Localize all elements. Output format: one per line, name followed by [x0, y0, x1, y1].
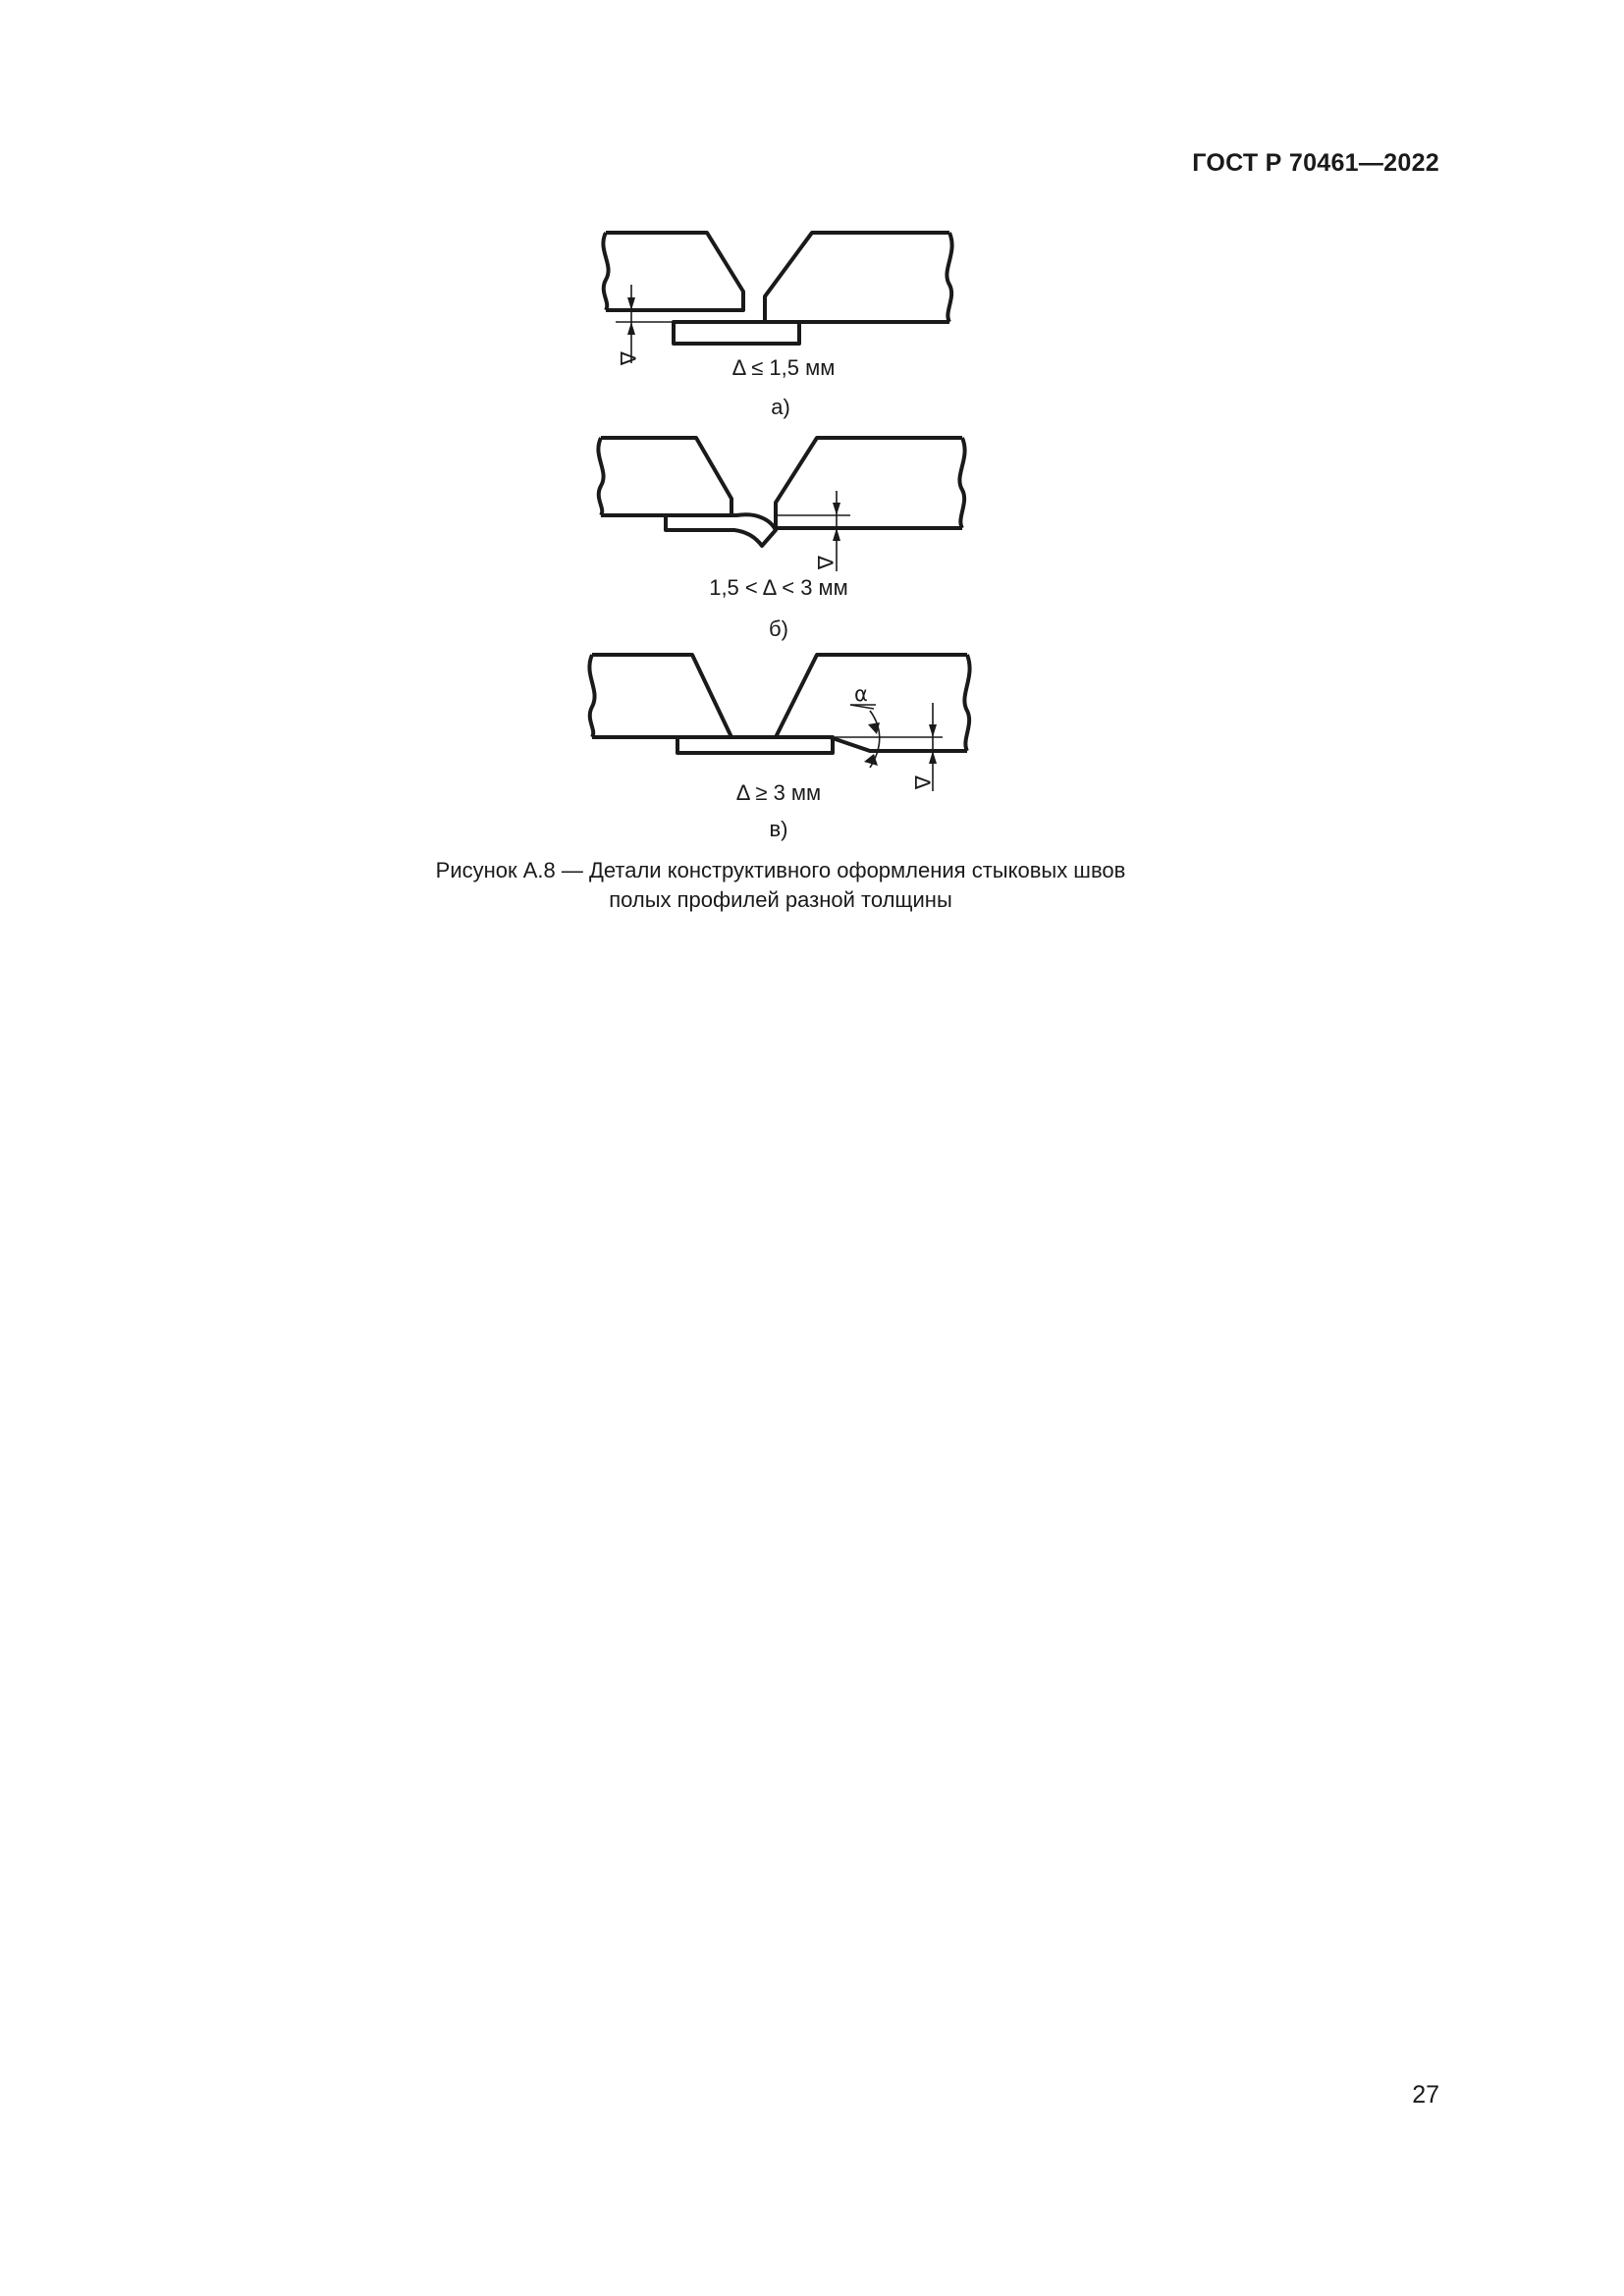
figure-a-dim-symbol: Δ [616, 351, 639, 366]
figure-caption [0, 856, 1561, 915]
figure-a-condition: Δ ≤ 1,5 мм [731, 355, 836, 380]
figure-v-label: в) [769, 817, 788, 841]
figure-a-right-break [947, 233, 951, 322]
figure-a-label: а) [771, 395, 790, 419]
figure-b-condition: 1,5 < Δ < 3 мм [709, 575, 848, 600]
figure-v-left-break [589, 655, 594, 737]
figure-v-dim-symbol: Δ [910, 775, 934, 790]
document-code: ГОСТ Р 70461—2022 [1192, 149, 1439, 177]
figure-a-right-plate [765, 233, 949, 322]
page-number: 27 [1412, 2081, 1439, 2109]
figure-a-backing-strip [674, 322, 799, 344]
figure-v-backing-strip [677, 737, 833, 753]
figure-b-label: б) [769, 616, 788, 641]
figure-b-drawing [598, 438, 964, 571]
figure-caption-line-1: Рисунок А.8 — Детали конструктивного оформления стыковых швов [435, 858, 1126, 882]
figure-caption-line-2: полых профилей разной толщины [609, 887, 952, 912]
weld-joint-drawings [0, 0, 1624, 883]
figure-v-right-break [964, 655, 969, 751]
figure-b-left-plate [601, 438, 731, 515]
figure-v-angle-symbol: α [854, 682, 868, 706]
figure-a-left-break [603, 233, 608, 310]
figure-b-left-break [598, 438, 603, 515]
figure-a-drawing [603, 233, 951, 366]
figure-v-condition: Δ ≥ 3 мм [735, 780, 822, 805]
figure-v-drawing [589, 655, 969, 791]
figure-b-backing-strip [666, 514, 776, 546]
figure-v-left-plate [592, 655, 731, 737]
figure-b-right-break [959, 438, 964, 528]
figure-b-dim-symbol: Δ [813, 556, 837, 570]
figure-a-left-plate [606, 233, 743, 310]
